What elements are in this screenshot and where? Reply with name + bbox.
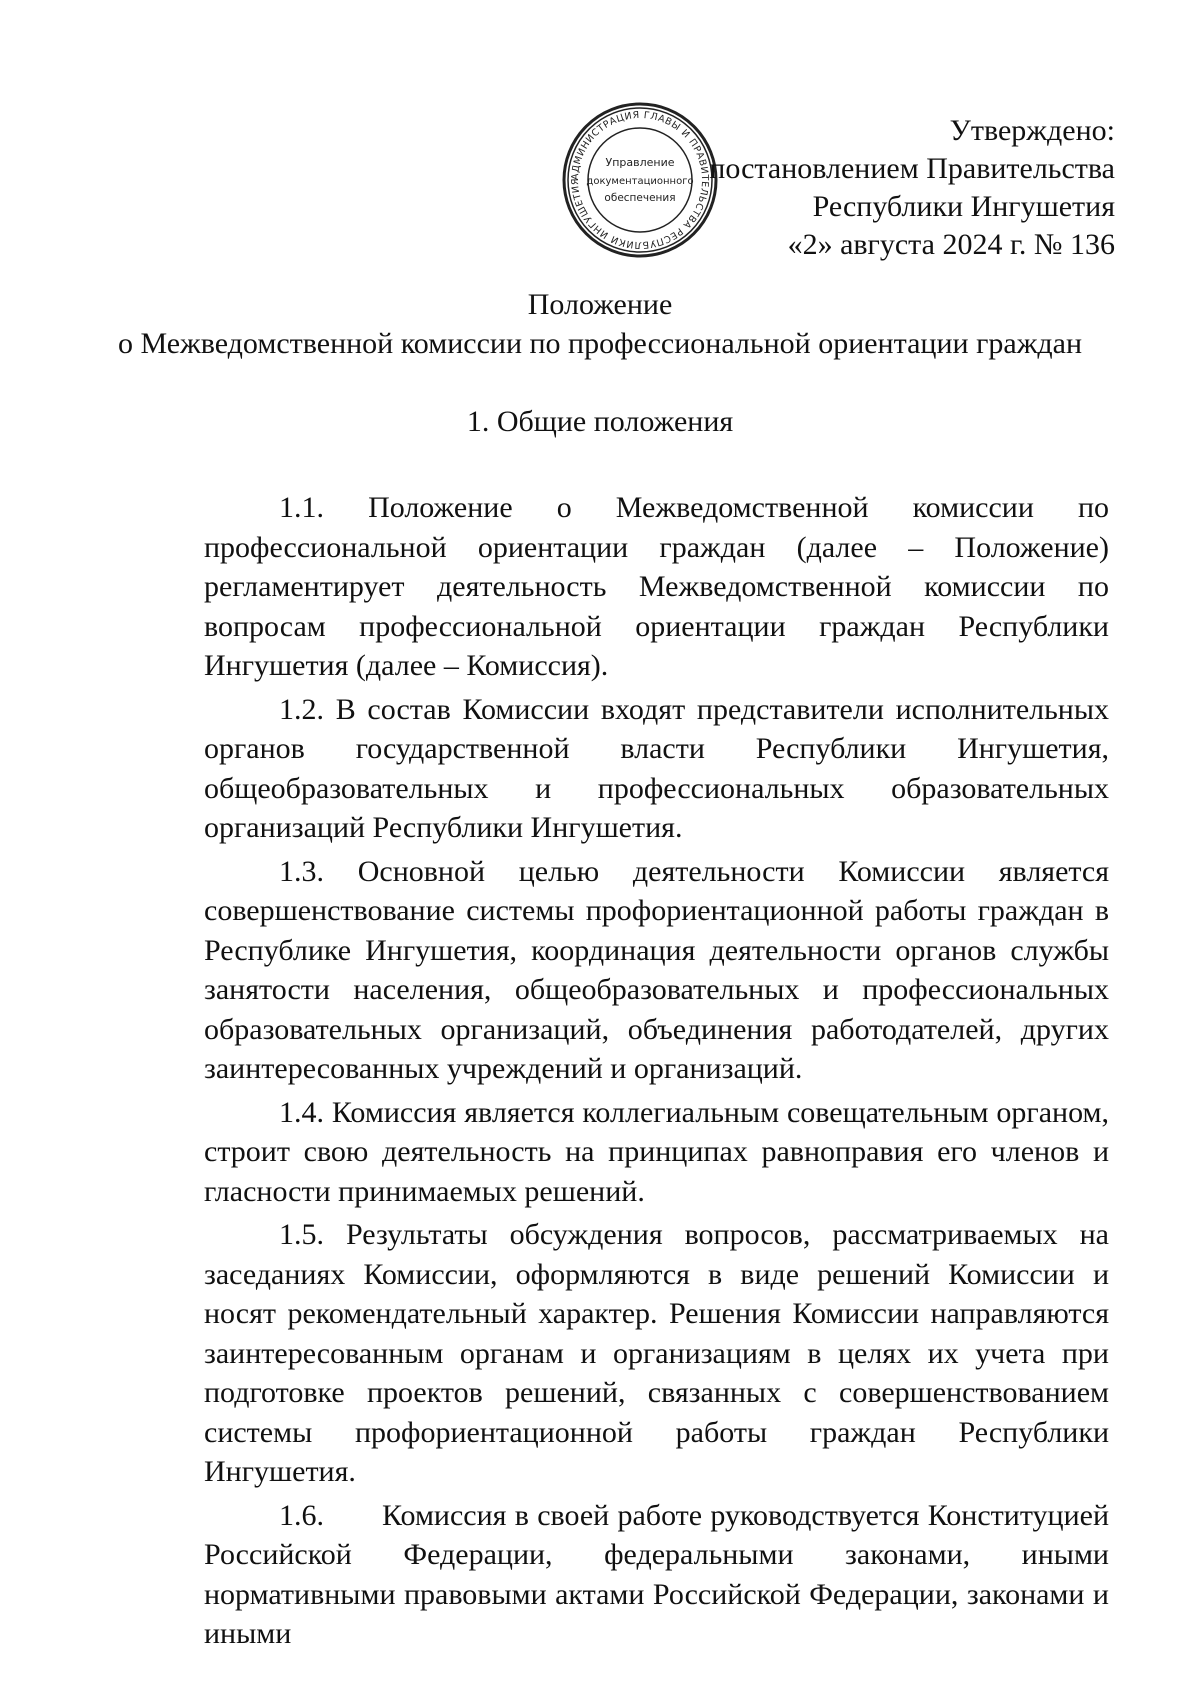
approval-block [655, 112, 1115, 264]
section-heading: 1. Общие положения [466, 405, 734, 438]
paragraph-1-4 [204, 1093, 1109, 1212]
seal-center-line-3: обеспечения [604, 192, 676, 204]
approval-line-1: Утверждено: [949, 114, 1115, 147]
paragraph-text: Результаты обсуждения вопросов, рассматриваемых на заседаниях Комиссии, оформляются в виде решений Комиссии и носят рекомендательный характер. Решения Комиссии направляются заинтересованным органам и организациям в целях их учета при подготовке проектов решений, связанных с совершенствованием системы профориентационной работы граждан Республики Ингушетия. [204, 1218, 1110, 1488]
paragraph-number: 1.6. [279, 1498, 324, 1532]
paragraph-1-3 [204, 852, 1109, 1089]
approval-line-3: Республики Ингушетия [812, 190, 1115, 223]
paragraph-text: Комиссия в своей работе руководствуется Конституцией Российской Федерации, федеральными законами, иными нормативными правовыми актами Российской Федерации, законами и иными [204, 1498, 1110, 1650]
paragraph-text: Положение о Межведомственной комиссии по профессиональной ориентации граждан (далее – Положение) регламентирует деятельность Межведомственной комиссии по вопросам профессиональной ориентации граждан Республики Ингушетия (далее – Комиссия). [204, 491, 1109, 682]
paragraph-text: В состав Комиссии входят представители исполнительных органов государственной власти Республики Ингушетия, общеобразовательных и профессиональных образовательных организаций Республики Ингушетия. [204, 692, 1109, 844]
approval-line-2: постановлением Правительства [709, 152, 1115, 185]
document-subtitle: о Межведомственной комиссии по профессиональной ориентации граждан [117, 327, 1083, 360]
document-title: Положение [527, 288, 673, 321]
paragraph-text: Комиссия является коллегиальным совещательным органом, строит свою деятельность на принципах равноправия его членов и гласности принимаемых решений. [204, 1095, 1109, 1208]
paragraph-number: 1.4. [279, 1095, 324, 1129]
seal-ring-text: АДМИНИСТРАЦИЯ ГЛАВЫ И ПРАВИТЕЛЬСТВА РЕСПУБЛИКИ ИНГУШЕТИЯ [569, 109, 711, 251]
paragraph-text: Основной целью деятельности Комиссии является совершенствование системы профориентационной работы граждан в Республике Ингушетия, координация деятельности органов службы занятости населения, общеобразовательных и профессиональных образовательных организаций, объединения работодателей, других заинтересованных учреждений и организаций. [204, 854, 1110, 1085]
paragraph-number: 1.2. [279, 692, 324, 726]
seal-center-line-1: Управление [605, 156, 675, 169]
paragraph-1-6 [204, 1496, 1109, 1654]
approval-line-4: «2» августа 2024 г. № 136 [787, 228, 1115, 261]
paragraph-1-5 [204, 1215, 1109, 1492]
document-body [204, 488, 1109, 1658]
paragraph-number: 1.5. [279, 1218, 324, 1251]
seal-center-line-2: документационного [586, 176, 694, 187]
paragraph-number: 1.1. [279, 491, 324, 524]
paragraph-1-2 [204, 690, 1109, 848]
paragraph-1-1 [204, 488, 1109, 686]
paragraph-number: 1.3. [279, 854, 324, 888]
